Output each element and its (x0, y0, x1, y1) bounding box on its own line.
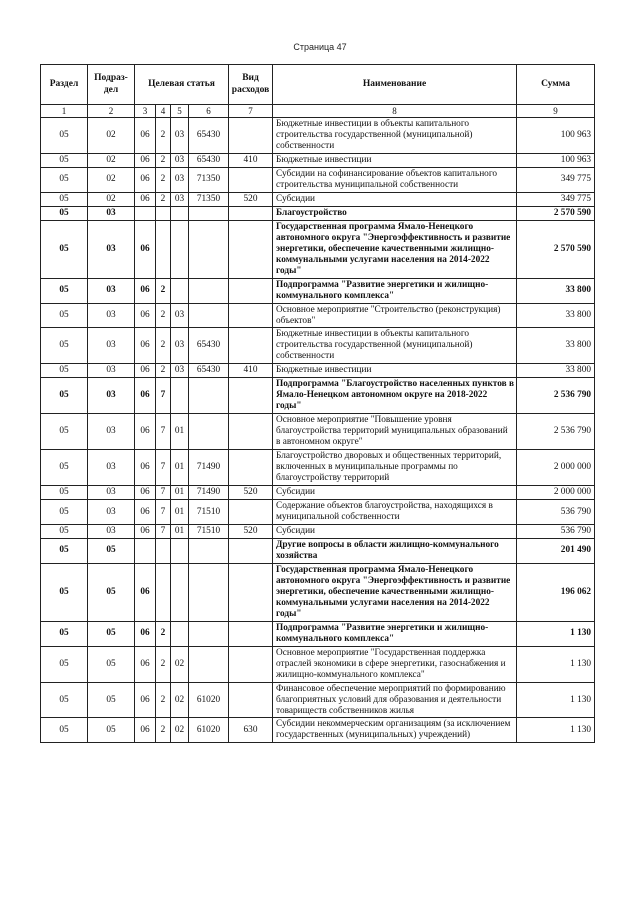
name-cell: Бюджетные инвестиции (273, 364, 517, 378)
event-cell: 01 (171, 414, 189, 450)
event-cell: 03 (171, 167, 189, 192)
direction-cell: 71350 (189, 167, 229, 192)
sum-cell: 196 062 (517, 563, 595, 621)
table-row (41, 500, 595, 525)
event-cell: 01 (171, 500, 189, 525)
subprogram-cell: 2 (156, 646, 171, 682)
podrazdel-cell: 05 (88, 538, 135, 563)
direction-cell: 71510 (189, 524, 229, 538)
razdel-cell: 05 (41, 278, 88, 303)
expense-type-cell: 520 (229, 192, 273, 206)
name-cell: Основное мероприятие "Повышение уровня благоустройства территорий муниципальных образований в автономном округе" (273, 414, 517, 450)
program-cell: 06 (135, 414, 156, 450)
sum-cell: 2 536 790 (517, 414, 595, 450)
column-number: 4 (156, 105, 171, 118)
razdel-cell: 05 (41, 538, 88, 563)
header-name: Наименование (273, 65, 517, 105)
subprogram-cell (156, 538, 171, 563)
program-cell: 06 (135, 220, 156, 278)
name-cell: Благоустройство (273, 206, 517, 220)
table-row (41, 328, 595, 364)
column-number: 6 (189, 105, 229, 118)
column-number: 9 (517, 105, 595, 118)
razdel-cell: 05 (41, 414, 88, 450)
podrazdel-cell: 02 (88, 192, 135, 206)
subprogram-cell: 7 (156, 486, 171, 500)
podrazdel-cell: 05 (88, 621, 135, 646)
subprogram-cell: 2 (156, 328, 171, 364)
direction-cell (189, 303, 229, 328)
table-row (41, 682, 595, 718)
program-cell: 06 (135, 153, 156, 167)
event-cell: 03 (171, 364, 189, 378)
program-cell (135, 538, 156, 563)
expense-type-cell (229, 450, 273, 486)
sum-cell: 2 536 790 (517, 378, 595, 414)
event-cell: 02 (171, 682, 189, 718)
direction-cell: 65430 (189, 153, 229, 167)
subprogram-cell: 7 (156, 524, 171, 538)
table-row (41, 206, 595, 220)
razdel-cell: 05 (41, 206, 88, 220)
event-cell: 03 (171, 328, 189, 364)
table-row (41, 167, 595, 192)
expense-type-cell: 520 (229, 486, 273, 500)
podrazdel-cell: 03 (88, 220, 135, 278)
event-cell: 02 (171, 718, 189, 743)
razdel-cell: 05 (41, 118, 88, 154)
podrazdel-cell: 03 (88, 486, 135, 500)
program-cell: 06 (135, 682, 156, 718)
expense-type-cell: 410 (229, 364, 273, 378)
subprogram-cell (156, 220, 171, 278)
subprogram-cell: 7 (156, 414, 171, 450)
razdel-cell: 05 (41, 718, 88, 743)
program-cell: 06 (135, 450, 156, 486)
name-cell: Благоустройство дворовых и общественных территорий, включенных в муниципальные программы по благоустройству территорий (273, 450, 517, 486)
program-cell: 06 (135, 167, 156, 192)
expense-type-cell (229, 167, 273, 192)
razdel-cell: 05 (41, 621, 88, 646)
name-cell: Субсидии некоммерческим организациям (за исключением государственных (муниципальных) учреждений) (273, 718, 517, 743)
table-row (41, 524, 595, 538)
sum-cell: 33 800 (517, 303, 595, 328)
sum-cell: 100 963 (517, 153, 595, 167)
subprogram-cell: 2 (156, 682, 171, 718)
razdel-cell: 05 (41, 328, 88, 364)
program-cell: 06 (135, 500, 156, 525)
podrazdel-cell: 02 (88, 153, 135, 167)
expense-type-cell (229, 621, 273, 646)
program-cell: 06 (135, 563, 156, 621)
subprogram-cell: 2 (156, 278, 171, 303)
table-row (41, 303, 595, 328)
expense-type-cell (229, 563, 273, 621)
subprogram-cell: 2 (156, 364, 171, 378)
expense-type-cell (229, 118, 273, 154)
sum-cell: 349 775 (517, 167, 595, 192)
subprogram-cell: 2 (156, 118, 171, 154)
event-cell (171, 206, 189, 220)
table-row (41, 378, 595, 414)
table-header-row (41, 65, 595, 105)
subprogram-cell: 2 (156, 621, 171, 646)
direction-cell: 71350 (189, 192, 229, 206)
program-cell: 06 (135, 524, 156, 538)
direction-cell: 71510 (189, 500, 229, 525)
table-row (41, 118, 595, 154)
event-cell: 03 (171, 153, 189, 167)
expense-type-cell: 520 (229, 524, 273, 538)
podrazdel-cell: 05 (88, 563, 135, 621)
column-number-row (41, 105, 595, 118)
expense-type-cell (229, 278, 273, 303)
subprogram-cell: 2 (156, 192, 171, 206)
razdel-cell: 05 (41, 646, 88, 682)
name-cell: Субсидии (273, 192, 517, 206)
expense-type-cell (229, 538, 273, 563)
name-cell: Основное мероприятие "Строительство (реконструкция) объектов" (273, 303, 517, 328)
razdel-cell: 05 (41, 682, 88, 718)
subprogram-cell: 7 (156, 450, 171, 486)
name-cell: Подпрограмма "Благоустройство населенных пунктов в Ямало-Ненецком автономном округе на 2018-2022 годы" (273, 378, 517, 414)
event-cell (171, 621, 189, 646)
program-cell: 06 (135, 278, 156, 303)
column-number: 3 (135, 105, 156, 118)
table-row (41, 192, 595, 206)
name-cell: Государственная программа Ямало-Ненецкого автономного округа "Энергоэффективность и развитие энергетики, обеспечение качественными жилищно-коммунальными услугами населения на 2014-2022 годы" (273, 220, 517, 278)
table-row (41, 718, 595, 743)
table-row (41, 220, 595, 278)
program-cell: 06 (135, 328, 156, 364)
direction-cell: 65430 (189, 328, 229, 364)
podrazdel-cell: 03 (88, 378, 135, 414)
column-number: 8 (273, 105, 517, 118)
razdel-cell: 05 (41, 450, 88, 486)
name-cell: Другие вопросы в области жилищно-коммунального хозяйства (273, 538, 517, 563)
podrazdel-cell: 03 (88, 278, 135, 303)
podrazdel-cell: 03 (88, 500, 135, 525)
expense-type-cell (229, 682, 273, 718)
table-row (41, 621, 595, 646)
event-cell: 01 (171, 450, 189, 486)
sum-cell: 100 963 (517, 118, 595, 154)
subprogram-cell: 2 (156, 153, 171, 167)
event-cell (171, 378, 189, 414)
expense-type-cell (229, 328, 273, 364)
direction-cell (189, 378, 229, 414)
page-number-label: Страница 47 (293, 42, 347, 52)
event-cell (171, 538, 189, 563)
column-number: 5 (171, 105, 189, 118)
sum-cell: 349 775 (517, 192, 595, 206)
program-cell: 06 (135, 118, 156, 154)
expense-type-cell: 630 (229, 718, 273, 743)
program-cell: 06 (135, 621, 156, 646)
sum-cell: 2 000 000 (517, 486, 595, 500)
podrazdel-cell: 03 (88, 328, 135, 364)
direction-cell: 61020 (189, 718, 229, 743)
direction-cell (189, 621, 229, 646)
sum-cell: 2 000 000 (517, 450, 595, 486)
name-cell: Субсидии на софинансирование объектов капитального строительства муниципальной собственности (273, 167, 517, 192)
expense-type-cell (229, 206, 273, 220)
direction-cell (189, 646, 229, 682)
sum-cell: 1 130 (517, 646, 595, 682)
header-target-article: Целевая статья (135, 65, 229, 105)
table-row (41, 364, 595, 378)
event-cell: 01 (171, 486, 189, 500)
event-cell (171, 278, 189, 303)
expense-type-cell (229, 646, 273, 682)
program-cell: 06 (135, 192, 156, 206)
direction-cell (189, 220, 229, 278)
expense-type-cell: 410 (229, 153, 273, 167)
podrazdel-cell: 05 (88, 682, 135, 718)
name-cell: Субсидии (273, 486, 517, 500)
program-cell (135, 206, 156, 220)
table-row (41, 278, 595, 303)
header-podrazdel: Подраз-дел (88, 65, 135, 105)
subprogram-cell: 2 (156, 167, 171, 192)
sum-cell: 1 130 (517, 621, 595, 646)
name-cell: Государственная программа Ямало-Ненецкого автономного округа "Энергоэффективность и развитие энергетики, обеспечение качественными жилищно-коммунальными услугами населения на 2014-2022 годы" (273, 563, 517, 621)
table-row (41, 450, 595, 486)
razdel-cell: 05 (41, 378, 88, 414)
program-cell: 06 (135, 646, 156, 682)
sum-cell: 536 790 (517, 524, 595, 538)
name-cell: Субсидии (273, 524, 517, 538)
podrazdel-cell: 03 (88, 364, 135, 378)
subprogram-cell: 2 (156, 718, 171, 743)
expense-type-cell (229, 303, 273, 328)
podrazdel-cell: 03 (88, 450, 135, 486)
expense-type-cell (229, 378, 273, 414)
header-expense-type: Вид расходов (229, 65, 273, 105)
direction-cell (189, 563, 229, 621)
column-number: 2 (88, 105, 135, 118)
name-cell: Содержание объектов благоустройства, находящихся в муниципальной собственности (273, 500, 517, 525)
sum-cell: 536 790 (517, 500, 595, 525)
direction-cell: 71490 (189, 486, 229, 500)
header-sum: Сумма (517, 65, 595, 105)
sum-cell: 33 800 (517, 278, 595, 303)
podrazdel-cell: 02 (88, 118, 135, 154)
event-cell: 03 (171, 118, 189, 154)
event-cell: 02 (171, 646, 189, 682)
subprogram-cell: 7 (156, 378, 171, 414)
subprogram-cell (156, 563, 171, 621)
table-row (41, 563, 595, 621)
event-cell (171, 220, 189, 278)
program-cell: 06 (135, 364, 156, 378)
name-cell: Бюджетные инвестиции в объекты капитального строительства государственной (муниципальной) собственности (273, 118, 517, 154)
direction-cell: 65430 (189, 364, 229, 378)
razdel-cell: 05 (41, 167, 88, 192)
program-cell: 06 (135, 303, 156, 328)
direction-cell (189, 538, 229, 563)
direction-cell: 71490 (189, 450, 229, 486)
sum-cell: 33 800 (517, 328, 595, 364)
podrazdel-cell: 03 (88, 303, 135, 328)
razdel-cell: 05 (41, 500, 88, 525)
sum-cell: 2 570 590 (517, 206, 595, 220)
direction-cell (189, 206, 229, 220)
razdel-cell: 05 (41, 486, 88, 500)
expense-type-cell (229, 414, 273, 450)
podrazdel-cell: 02 (88, 167, 135, 192)
razdel-cell: 05 (41, 153, 88, 167)
razdel-cell: 05 (41, 220, 88, 278)
table-row (41, 646, 595, 682)
column-number: 7 (229, 105, 273, 118)
direction-cell (189, 278, 229, 303)
subprogram-cell: 2 (156, 303, 171, 328)
name-cell: Бюджетные инвестиции в объекты капитального строительства государственной (муниципальной) собственности (273, 328, 517, 364)
direction-cell: 65430 (189, 118, 229, 154)
event-cell: 03 (171, 192, 189, 206)
table-row (41, 486, 595, 500)
table-body (41, 118, 595, 743)
header-razdel: Раздел (41, 65, 88, 105)
podrazdel-cell: 03 (88, 524, 135, 538)
sum-cell: 33 800 (517, 364, 595, 378)
table-row (41, 153, 595, 167)
podrazdel-cell: 03 (88, 414, 135, 450)
sum-cell: 2 570 590 (517, 220, 595, 278)
direction-cell: 61020 (189, 682, 229, 718)
sum-cell: 201 490 (517, 538, 595, 563)
razdel-cell: 05 (41, 563, 88, 621)
table-row (41, 538, 595, 563)
direction-cell (189, 414, 229, 450)
event-cell: 03 (171, 303, 189, 328)
program-cell: 06 (135, 718, 156, 743)
program-cell: 06 (135, 378, 156, 414)
razdel-cell: 05 (41, 364, 88, 378)
name-cell: Финансовое обеспечение мероприятий по формированию благоприятных условий для образования и деятельности товариществ собственников жилья (273, 682, 517, 718)
expense-type-cell (229, 500, 273, 525)
name-cell: Подпрограмма "Развитие энергетики и жилищно-коммунального комплекса" (273, 621, 517, 646)
subprogram-cell (156, 206, 171, 220)
name-cell: Основное мероприятие "Государственная поддержка отраслей экономики в сфере энергетики, газоснабжения и жилищно-коммунального комплекса" (273, 646, 517, 682)
name-cell: Подпрограмма "Развитие энергетики и жилищно-коммунального комплекса" (273, 278, 517, 303)
name-cell: Бюджетные инвестиции (273, 153, 517, 167)
razdel-cell: 05 (41, 524, 88, 538)
subprogram-cell: 7 (156, 500, 171, 525)
podrazdel-cell: 05 (88, 646, 135, 682)
razdel-cell: 05 (41, 192, 88, 206)
podrazdel-cell: 03 (88, 206, 135, 220)
table-row (41, 414, 595, 450)
program-cell: 06 (135, 486, 156, 500)
sum-cell: 1 130 (517, 682, 595, 718)
budget-table (40, 64, 595, 743)
sum-cell: 1 130 (517, 718, 595, 743)
razdel-cell: 05 (41, 303, 88, 328)
column-number: 1 (41, 105, 88, 118)
podrazdel-cell: 05 (88, 718, 135, 743)
expense-type-cell (229, 220, 273, 278)
event-cell: 01 (171, 524, 189, 538)
event-cell (171, 563, 189, 621)
